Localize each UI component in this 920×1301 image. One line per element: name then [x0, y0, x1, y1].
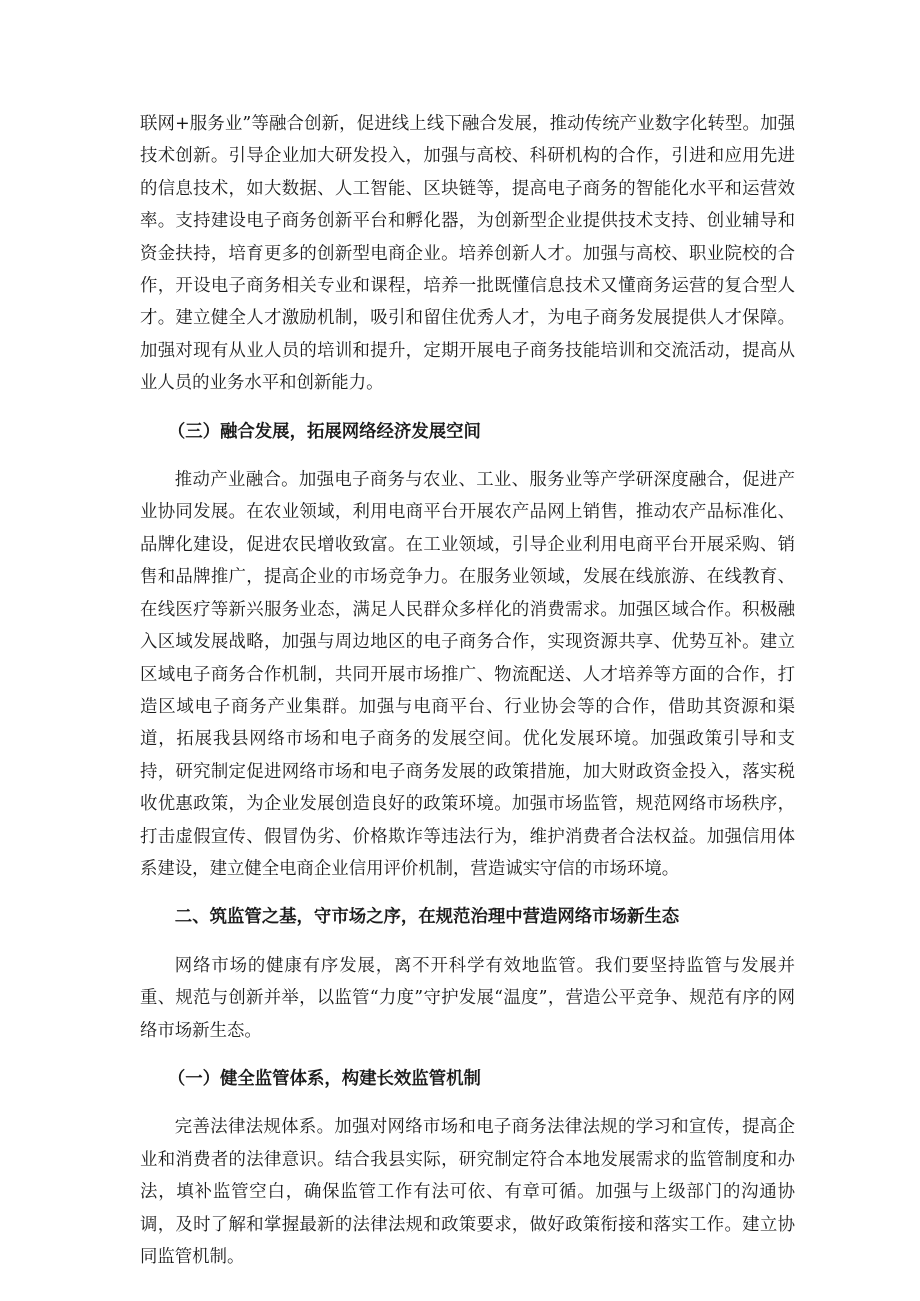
subheading-integration: （三）融合发展，拓展网络经济发展空间 — [167, 421, 481, 442]
paragraph-section-intro: 网络市场的健康有序发展，离不开科学有效地监管。我们要坚持监管与发展并重、规范与创新并举，以监管“力度”守护发展“温度”，营造公平竞争、规范有序的网络市场新生态。 — [140, 955, 795, 1041]
paragraph-integration: 推动产业融合。加强电子商务与农业、工业、服务业等产学研深度融合，促进产业协同发展。在农业领域，利用电商平台开展农产品网上销售，推动农产品标准化、品牌化建设，促进农民增收致富。在工业领域，引导企业利用电商平台开展采购、销售和品牌推广，提高企业的市场竞争力。在服务业领域，发展在线旅游、在线教育、在线医疗等新兴服务业态，满足人民群众多样化的消费需求。加强区域合作。积极融入区域发展战略，加强与周边地区的电子商务合作，实现资源共享、优势互补。建立区域电子商务合作机制，共同开展市场推广、物流配送、人才培养等方面的合作，打造区域电子商务产业集群。加强与电商平台、行业协会等的合作，借助其资源和渠道，拓展我县网络市场和电子商务的发展空间。优化发展环境。加强政策引导和支持，研究制定促进网络市场和电子商务发展的政策措施，加大财政资金投入，落实税收优惠政策，为企业发展创造良好的政策环境。加强市场监管，规范网络市场秩序，打击虚假宣传、假冒伪劣、价格欺诈等违法行为，维护消费者合法权益。加强信用体系建设，建立健全电商企业信用评价机制，营造诚实守信的市场环境。 — [140, 470, 795, 879]
paragraph-regulation: 完善法律法规体系。加强对网络市场和电子商务法律法规的学习和宣传，提高企业和消费者的法律意识。结合我县实际，研究制定符合本地发展需求的监管制度和办法，填补监管空白，确保监管工作有法可依、有章可循。加强与上级部门的沟通协调，及时了解和掌握最新的法律法规和政策要求，做好政策衔接和落实工作。建立协同监管机制。 — [140, 1117, 795, 1267]
paragraph-continued: 联网+服务业”等融合创新，促进线上线下融合发展，推动传统产业数字化转型。加强技术创新。引导企业加大研发投入，加强与高校、科研机构的合作，引进和应用先进的信息技术，如大数据、人工智能、区块链等，提高电子商务的智能化水平和运营效率。支持建设电子商务创新平台和孵化器，为创新型企业提供技术支持、创业辅导和资金扶持，培育更多的创新型电商企业。培养创新人才。加强与高校、职业院校的合作，开设电子商务相关专业和课程，培养一批既懂信息技术又懂商务运营的复合型人才。建立健全人才激励机制，吸引和留住优秀人才，为电子商务发展提供人才保障。加强对现有从业人员的培训和提升，定期开展电子商务技能培训和交流活动，提高从业人员的业务水平和创新能力。 — [140, 114, 795, 394]
document-page — [140, 108, 795, 1289]
subheading-regulation-system: （一）健全监管体系，构建长效监管机制 — [167, 1068, 481, 1089]
section-heading-regulation: 二、筑监管之基，守市场之序，在规范治理中营造网络市场新生态 — [174, 907, 680, 928]
